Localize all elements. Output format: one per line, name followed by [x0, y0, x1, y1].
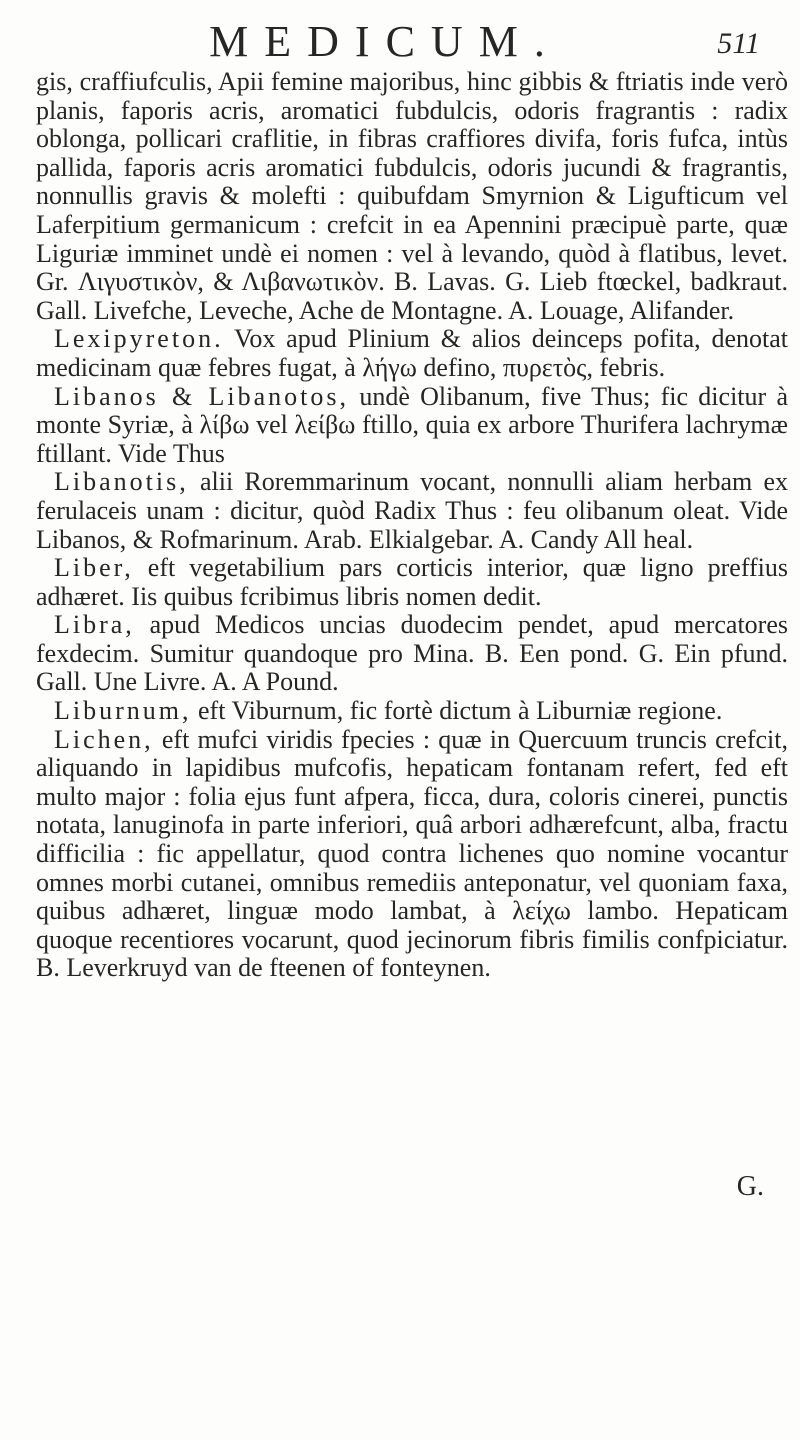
entry-text: undè Olibanum, five Thus; fic dicitur à monte Syriæ, à λίβω vel λείβω ftillo, quia ex arbore Thurifera lachrymæ ftillant. Vide Thus	[36, 381, 788, 468]
page-title: MEDICUM.	[209, 17, 561, 66]
entry-text: alii Roremmarinum vocant, nonnulli aliam herbam ex ferulaceis unam : dicitur, quòd Radix Thus : feu olibanum oleat. Vide Libanos, & Rofmarinum. Arab. Elkialgebar. A. Candy All heal.	[36, 467, 788, 554]
entry-lemma: Libanos & Libanotos,	[54, 381, 350, 411]
entry-lemma: Liburnum,	[54, 696, 192, 726]
page-number: 511	[717, 27, 760, 60]
entry-lemma: Libra,	[54, 610, 135, 640]
entry-text: apud Medicos uncias duodecim pendet, apud mercatores fexdecim. Sumitur quandoque pro Mina. B. Een pond. G. Ein pfund. Gall. Une Livre. A. A Pound.	[36, 610, 788, 697]
entry-libanos	[36, 383, 788, 469]
entry-libra	[36, 611, 788, 697]
entry-text: gis, craffiufculis, Apii femine majoribus, hinc gibbis & ftriatis inde verò planis, faporis acris, aromatici fubdulcis, odoris fragrantis : radix oblonga, pollicari craflitie, in fibras craffiores divifa, foris fufca, intùs pallida, faporis acris aromatici fubdulcis, odoris jucundi & fragrantis, nonnullis gravis & molefti : quibufdam Smyrnion & Ligufticum vel Laferpitium germanicum : crefcit in ea Apennini præcipuè parte, quæ Liguriæ imminet undè ei nomen : vel à levando, quòd à flatibus, levet. Gr. Λιγυστικὸν, & Λιβανωτικὸν. B. Lavas. G. Lieb ftœckel, badkraut. Gall. Livefche, Leveche, Ache de Montagne. A. Louage, Alifander.	[36, 67, 788, 325]
entry-lichen	[36, 726, 788, 983]
entry-text: eft Viburnum, fic fortè dictum à Liburniæ regione.	[198, 696, 723, 726]
entry-lemma: Lexipyreton.	[54, 324, 224, 354]
entry-libanotis	[36, 468, 788, 554]
entry-liburnum	[36, 697, 788, 726]
body-text	[36, 68, 788, 983]
entry-lemma: Libanotis,	[54, 467, 189, 497]
entry-lexipyreton	[36, 325, 788, 382]
entry-text: Vox apud Plinium & alios deinceps pofita, denotat medicinam quæ febres fugat, à λήγω defino, πυρετὸς, febris.	[36, 324, 788, 382]
entry-text: eft mufci viridis fpecies : quæ in Quercuum truncis crefcit, aliquando in lapidibus mufcofis, hepaticam fontanam refert, fed eft multo major : folia ejus funt afpera, ficca, dura, coloris cinerei, punctis notata, lanuginofa in parte inferiori, quâ arbori adhærefcunt, alba, fractu difficilia : fic appellatur, quod contra lichenes quo nomine vocantur omnes morbi cutanei, omnibus remediis anteponatur, vel quoniam faxa, quibus adhæret, linguæ modo lambat, à λείχω lambo. Hepaticam quoque recentiores vocarunt, quod jecinorum fibris fimilis confpiciatur. B. Leverkruyd van de fteenen of fonteynen.	[36, 724, 789, 983]
entry-liber	[36, 554, 788, 611]
entry-lemma: Liber,	[54, 553, 134, 583]
entry-text: eft vegetabilium pars corticis interior, quæ ligno preffius adhæret. Iis quibus fcribimus libris nomen dedit.	[36, 553, 789, 611]
catchword: G.	[736, 1171, 764, 1202]
entry-lemma: Lichen,	[54, 724, 154, 754]
entry-continuation	[36, 68, 788, 325]
running-head	[0, 14, 800, 70]
